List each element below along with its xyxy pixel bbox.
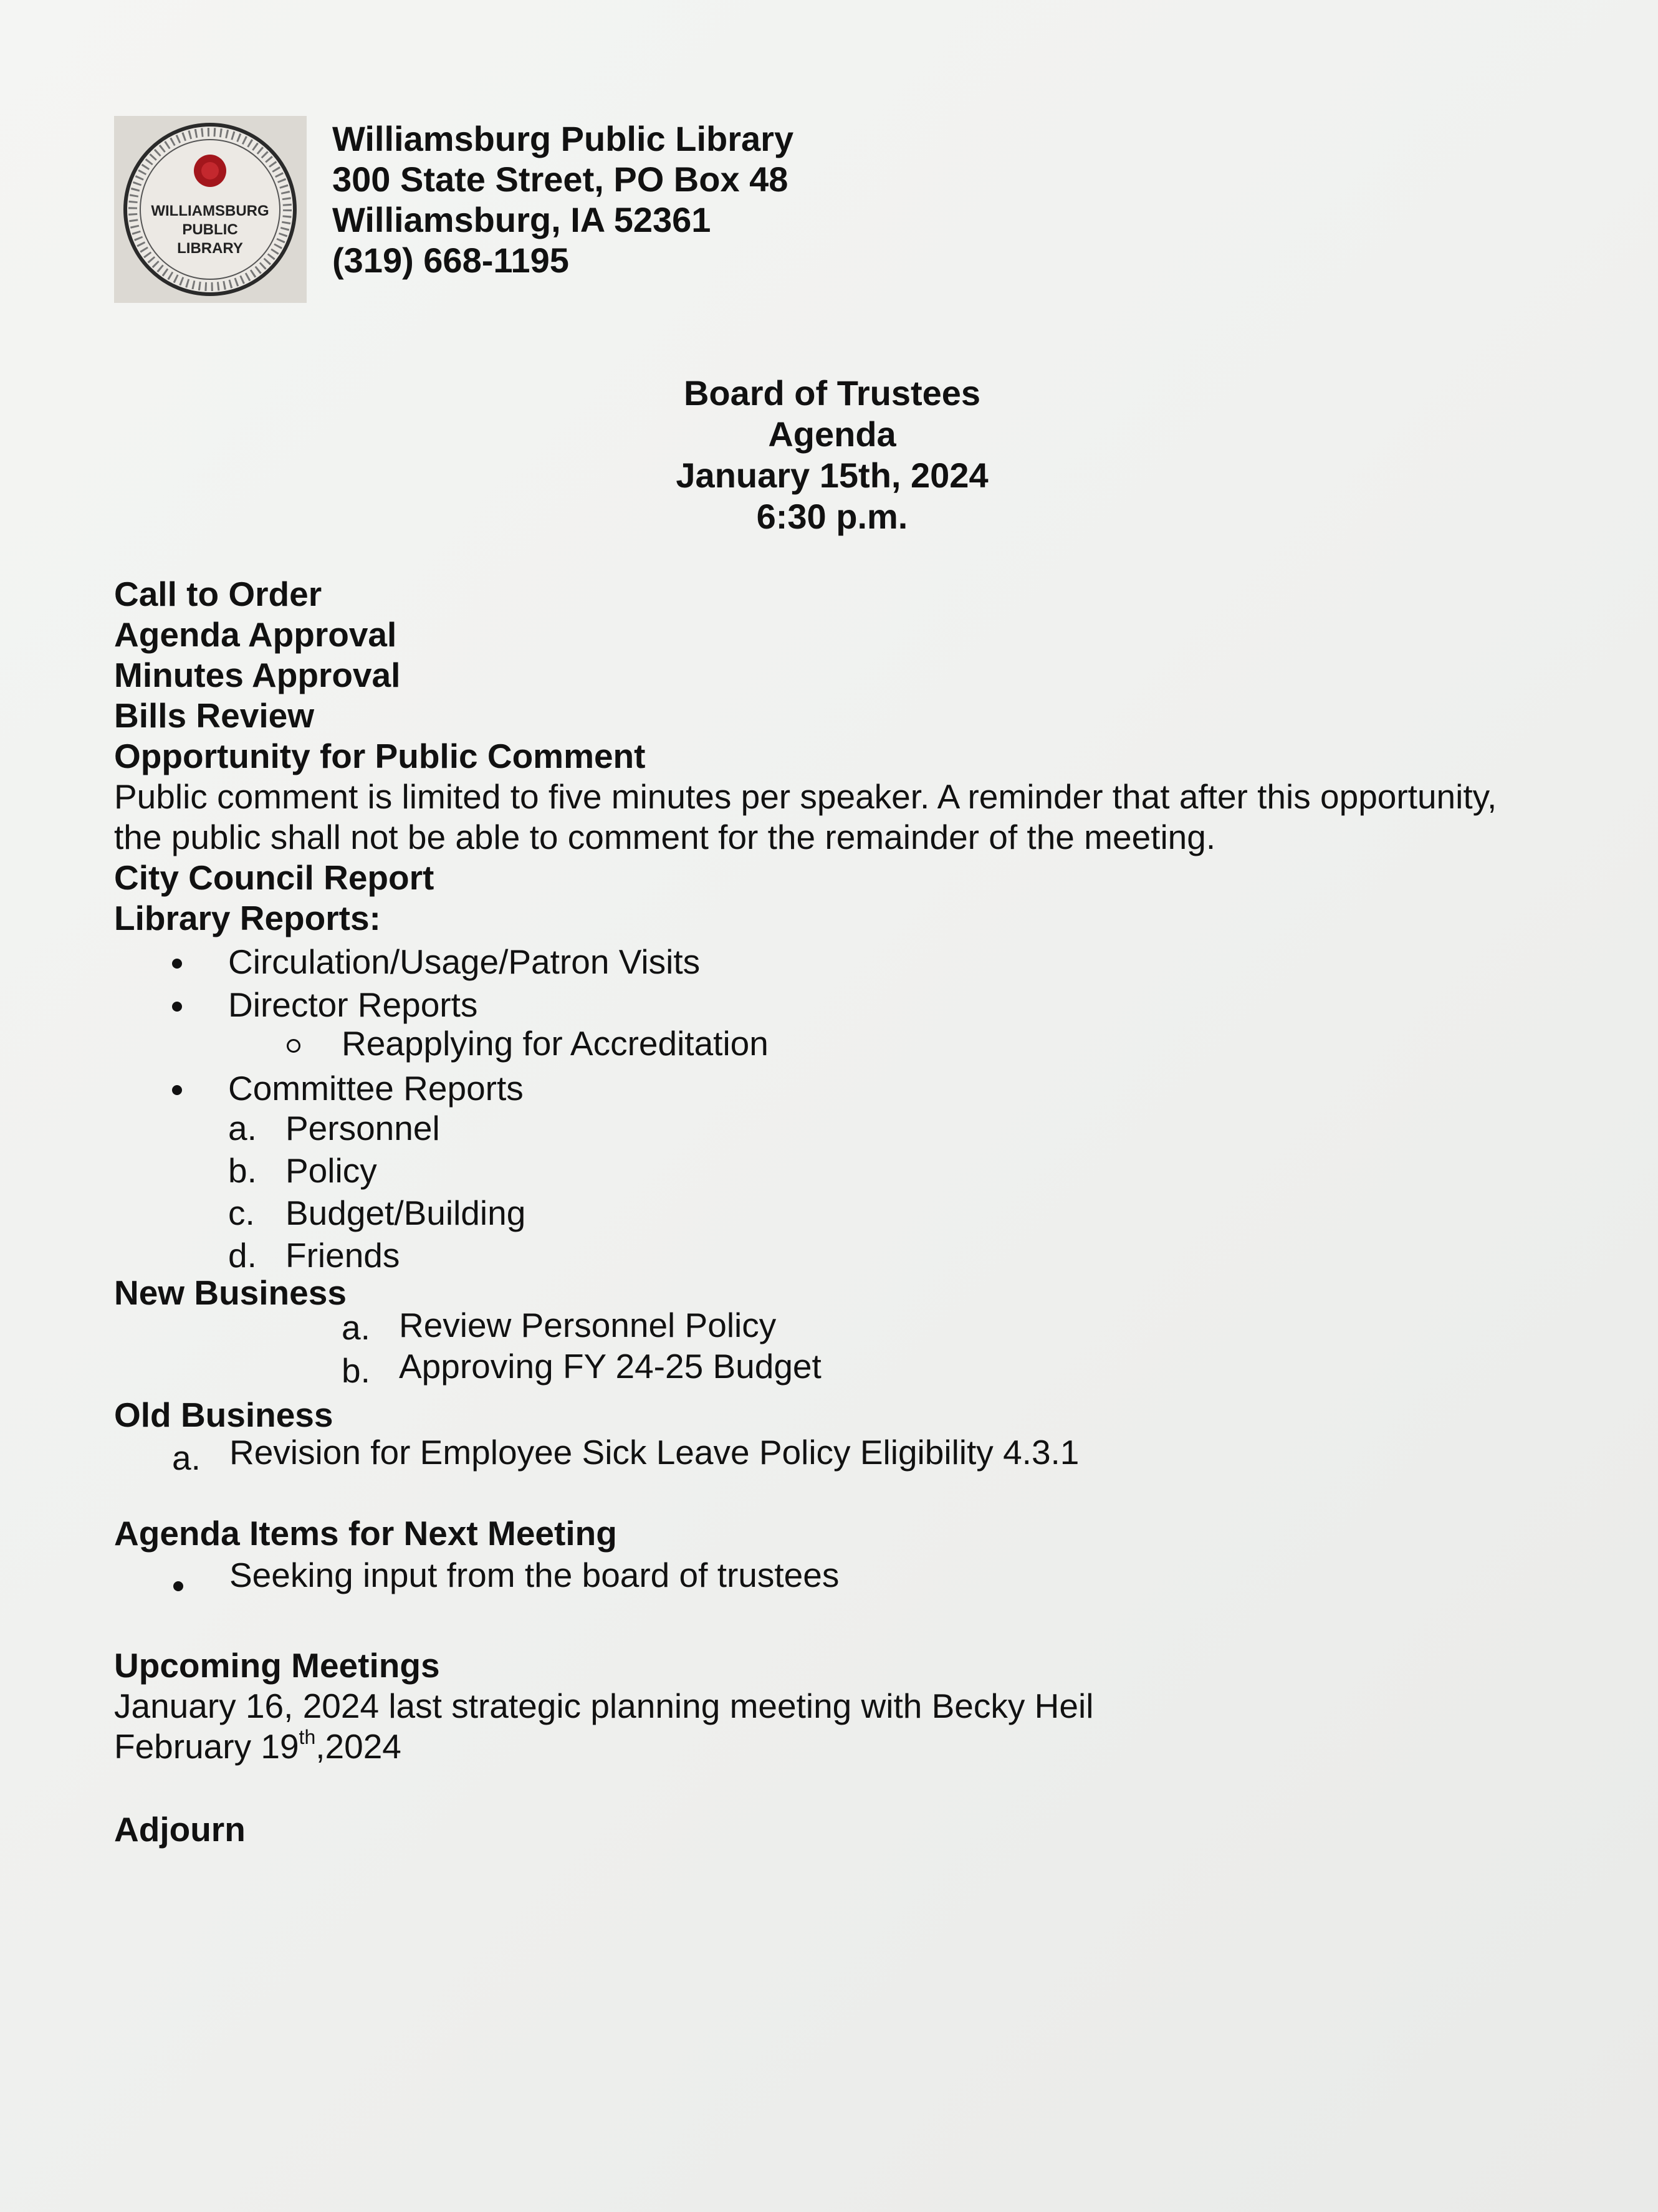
- old-business-heading: Old Business: [114, 1396, 333, 1434]
- committee-item-personnel: Personnel: [285, 1109, 440, 1147]
- committee-item-marker: d.: [228, 1236, 257, 1275]
- library-address-block: [332, 118, 793, 280]
- upcoming-meeting-2: [114, 1726, 401, 1767]
- new-business-personnel-policy: Review Personnel Policy: [399, 1306, 777, 1344]
- meeting-date: January 15th, 2024: [676, 456, 989, 495]
- minutes-approval: Minutes Approval: [114, 656, 401, 694]
- board-title: Board of Trustees: [683, 373, 981, 413]
- bullet-icon: [173, 1581, 183, 1591]
- committee-item-marker: a.: [228, 1109, 257, 1147]
- upcoming-meeting-2-suffix: th: [299, 1725, 316, 1748]
- public-comment-text-2: the public shall not be able to comment for the remainder of the meeting.: [114, 818, 1216, 856]
- upcoming-meeting-2-date: February 19: [114, 1727, 299, 1766]
- next-meeting-heading: Agenda Items for Next Meeting: [114, 1514, 617, 1553]
- committee-item-budget: Budget/Building: [285, 1194, 526, 1232]
- public-comment-text-1: Public comment is limited to five minutes per speaker. A reminder that after this opportunity,: [114, 777, 1497, 816]
- agenda-title-block: [0, 373, 1658, 537]
- adjourn: Adjourn: [114, 1810, 246, 1849]
- call-to-order: Call to Order: [114, 575, 322, 613]
- committee-item-marker: c.: [228, 1194, 255, 1232]
- library-logo: [114, 116, 307, 303]
- agenda-approval: Agenda Approval: [114, 615, 397, 654]
- old-business-sick-leave: Revision for Employee Sick Leave Policy Eligibility 4.3.1: [229, 1433, 1080, 1472]
- bullet-icon: [172, 1085, 182, 1095]
- report-director-accreditation: Reapplying for Accreditation: [342, 1024, 769, 1063]
- library-city: Williamsburg, IA 52361: [332, 200, 711, 239]
- city-council-report: City Council Report: [114, 858, 434, 897]
- svg-text:LIBRARY: LIBRARY: [177, 240, 243, 257]
- old-business-marker: a.: [172, 1439, 201, 1477]
- committee-item-policy: Policy: [285, 1151, 377, 1190]
- bills-review: Bills Review: [114, 696, 314, 735]
- report-circulation: Circulation/Usage/Patron Visits: [228, 942, 701, 981]
- upcoming-meeting-1: January 16, 2024 last strategic planning meeting with Becky Heil: [114, 1687, 1094, 1725]
- public-comment-heading: Opportunity for Public Comment: [114, 737, 646, 775]
- library-reports-heading: Library Reports:: [114, 899, 381, 937]
- library-seal-icon: [114, 116, 307, 303]
- new-business-heading: New Business: [114, 1273, 347, 1312]
- committee-item-marker: b.: [228, 1151, 257, 1190]
- next-meeting-item: Seeking input from the board of trustees: [229, 1556, 840, 1594]
- upcoming-meeting-2-year: ,2024: [315, 1727, 401, 1766]
- committee-item-friends: Friends: [285, 1236, 400, 1275]
- agenda-title: Agenda: [768, 414, 896, 454]
- library-street: 300 State Street, PO Box 48: [332, 160, 788, 199]
- report-committee: Committee Reports: [228, 1069, 524, 1108]
- new-business-budget: Approving FY 24-25 Budget: [399, 1347, 822, 1386]
- new-business-marker: a.: [342, 1308, 370, 1347]
- svg-text:WILLIAMSBURG: WILLIAMSBURG: [151, 203, 269, 219]
- hollow-bullet-icon: [287, 1039, 300, 1053]
- meeting-time: 6:30 p.m.: [756, 497, 908, 536]
- library-name: Williamsburg Public Library: [332, 119, 794, 158]
- bullet-icon: [172, 959, 182, 969]
- new-business-marker: b.: [342, 1351, 370, 1390]
- svg-text:PUBLIC: PUBLIC: [182, 221, 238, 238]
- library-phone: (319) 668-1195: [332, 241, 569, 280]
- upcoming-meetings-heading: Upcoming Meetings: [114, 1646, 440, 1685]
- bullet-icon: [172, 1002, 182, 1012]
- report-director: Director Reports: [228, 985, 478, 1024]
